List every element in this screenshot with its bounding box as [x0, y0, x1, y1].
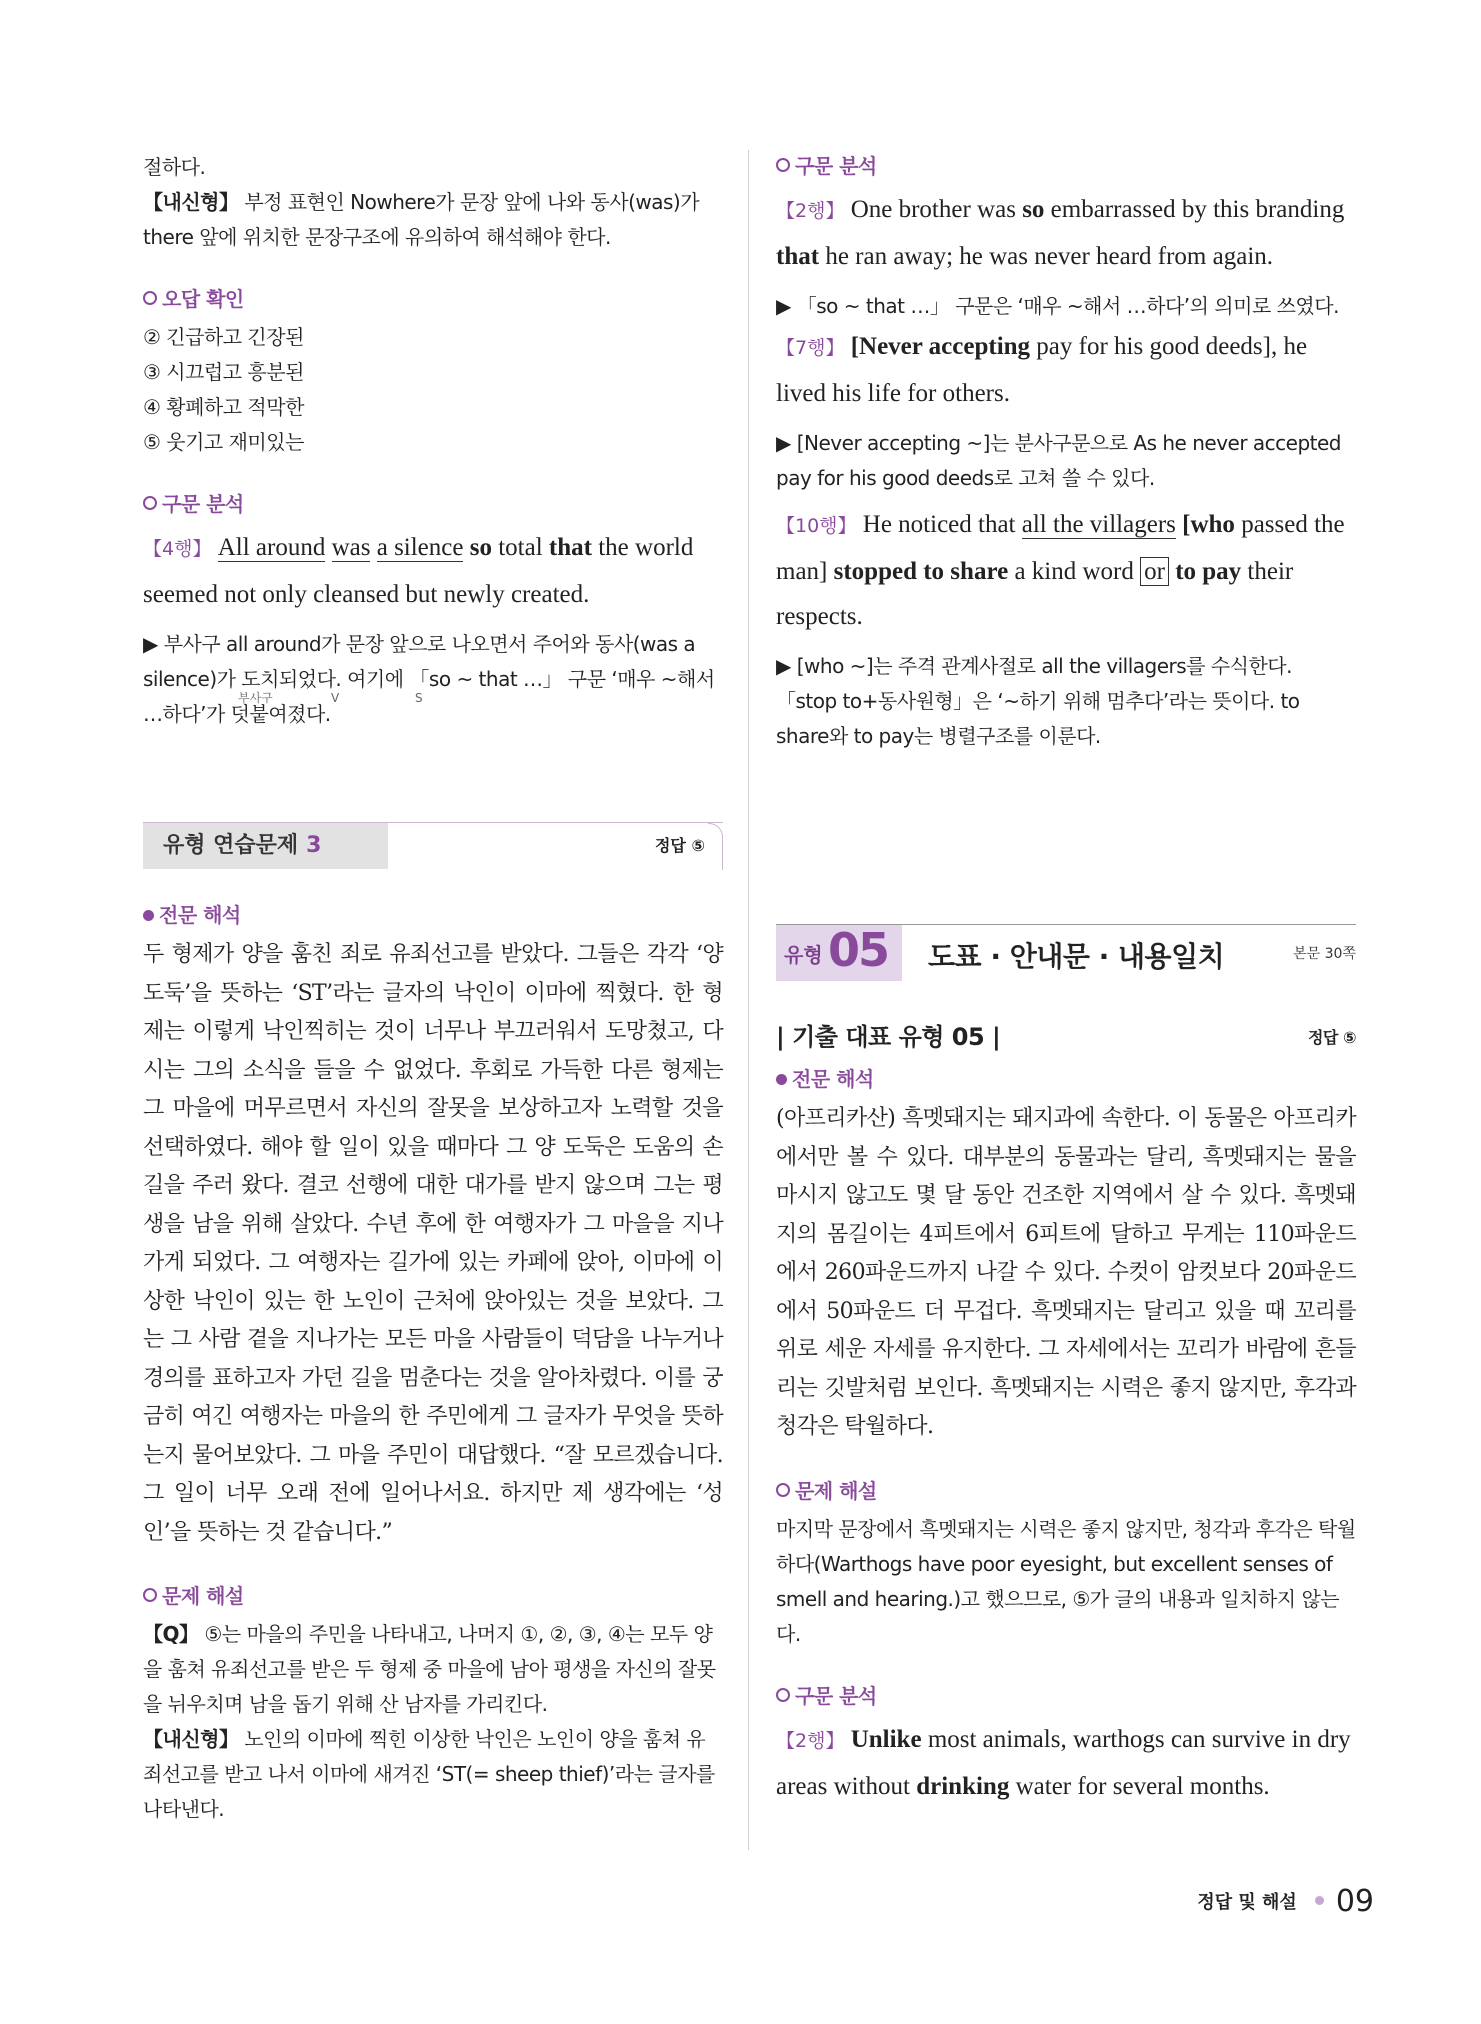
intro-text: 절하다. — [143, 155, 206, 179]
keyword: so — [469, 534, 492, 561]
column-divider — [748, 150, 749, 1850]
q-explanation: 【Q】 ⑤는 마을의 주민을 나타내고, 나머지 ①, ②, ③, ④는 모두 양을 훔쳐 유죄선고를 받은 두 형제 중 마을에 남아 평생을 자신의 잘못을 뉘우치며 남을 돕기 위해 산 남자를 가리킨다. — [143, 1622, 716, 1716]
practice-tab: 유형 연습문제 3 — [143, 823, 388, 869]
corner-decoration — [708, 823, 723, 870]
unit-tab — [776, 925, 902, 981]
problem-explanation-text: 마지막 문장에서 흑멧돼지는 시력은 좋지 않지만, 청각과 후각은 탁월하다(Warthogs have poor eyesight, but excellent senses of smell and hearing.)고 했으므로, ⑤가 글의 내용과 일치하지 않는다. — [776, 1516, 1356, 1646]
list-item: ⑤ 웃기고 재미있는 — [143, 430, 304, 454]
syntax-sentence: 【10행】 He noticed that all the villagers [who passed the man] stopped to share a kind word or to pay their respects. — [776, 511, 1345, 630]
circle-bullet-icon — [776, 1483, 790, 1497]
annotation: V — [331, 691, 340, 705]
syntax-sentence: 【2행】 One brother was so embarrassed by this branding that he ran away; he was never heard from again. — [776, 196, 1345, 270]
grammar-annotations — [143, 692, 723, 704]
full-translation-heading: 전문 해석 — [776, 1063, 1356, 1092]
line-number: 【2행】 — [776, 200, 845, 222]
syntax-sentence: 【2행】 Unlike most animals, warthogs can survive in dry areas without drinking water for several months. — [776, 1725, 1351, 1800]
syntax-heading: 구문 분석 — [776, 1680, 1356, 1709]
circle-bullet-icon — [776, 1688, 790, 1702]
phrase: total — [498, 534, 543, 561]
line-number: 【2행】 — [776, 1729, 845, 1752]
problem-explanation-heading: 문제 해설 — [143, 1580, 723, 1609]
footer-label: 정답 및 해설 — [1197, 1892, 1297, 1913]
left-column — [143, 150, 723, 1827]
annotation: S — [415, 691, 423, 705]
line-number: 【4행】 — [143, 538, 212, 560]
syntax-note: ▶ 「so ~ that …」 구문은 ‘매우 ~해서 …하다’의 의미로 쓰였다. — [776, 294, 1339, 318]
list-item: ② 긴급하고 긴장된 — [143, 325, 304, 349]
circle-bullet-icon — [143, 291, 157, 305]
syntax-heading: 구문 분석 — [143, 488, 723, 517]
full-translation-heading: 전문 해석 — [143, 899, 723, 928]
problem-explanation-heading: 문제 해설 — [776, 1475, 1356, 1504]
wrong-answer-heading: 오답 확인 — [143, 283, 723, 312]
unit-header — [776, 924, 1356, 981]
circle-bullet-icon — [143, 1588, 157, 1602]
page-footer — [1197, 1884, 1374, 1919]
practice-answer: 정답 ⑤ — [654, 836, 705, 855]
annotation: 부사구 — [238, 691, 273, 705]
dot-icon — [1315, 1896, 1324, 1905]
unit-title: 도표 · 안내문 · 내용일치 — [928, 940, 1225, 973]
full-translation-text: (아프리카산) 흑멧돼지는 돼지과에 속한다. 이 동물은 아프리카에서만 볼 수 있다. 대부분의 동물과는 달리, 흑멧돼지는 물을 마시지 않고도 몇 달 동안 건조한 지역에서 살 수 있다. 흑멧돼지의 몸길이는 4피트에서 6피트에 달하고 무게는 110파운드에서 260파운드까지 나갈 수 있다. 수컷이 암컷보다 20파운드에서 50파운드 더 무겁다. 흑멧돼지는 달리고 있을 때 꼬리를 위로 세운 자세를 유지한다. 그 자세에서는 꼬리가 바람에 흔들리는 깃발처럼 보인다. 흑멧돼지는 시력은 좋지 않지만, 후각과 청각은 탁월하다. — [776, 1106, 1356, 1439]
filled-bullet-icon — [143, 910, 154, 921]
phrase: was — [331, 534, 371, 561]
syntax-sentence — [143, 525, 723, 617]
rep-answer: 정답 ⑤ — [1307, 1028, 1356, 1047]
unit-label: 유형 — [784, 943, 823, 967]
unit-page-ref: 본문 30쪽 — [1293, 946, 1356, 962]
unit-number: 05 — [828, 923, 889, 977]
representative-type-heading — [776, 1017, 1356, 1053]
practice-section-bar — [143, 822, 723, 869]
line-number: 【7행】 — [776, 337, 845, 359]
full-translation-text: 두 형제가 양을 훔친 죄로 유죄선고를 받았다. 그들은 각각 ‘양 도둑’을 뜻하는 ‘ST’라는 글자의 낙인이 이마에 찍혔다. 한 형제는 이렇게 낙인찍히는 것이 너무나 부끄러워서 도망쳤고, 다시는 그의 소식을 들을 수 없었다. 후회로 가득한 다른 형제는 그 마을에 머무르면서 자신의 잘못을 보상하고자 노력할 것을 선택하였다. 해야 할 일이 있을 때마다 그 양 도둑은 도움의 손길을 주러 왔다. 결코 선행에 대한 대가를 받지 않으며 그는 평생을 남을 위해 살았다. 수년 후에 한 여행자가 그 마을을 지나가게 되었다. 그 여행자는 길가에 있는 카페에 앉아, 이마에 이상한 낙인이 있는 한 노인이 근처에 앉아있는 것을 보았다. 그는 그 사람 곁을 지나가는 모든 마을 사람들이 덕담을 나누거나 경의를 표하고자 가던 길을 멈춘다는 것을 알아차렸다. 이를 궁금히 여긴 여행자는 마을의 한 주민에게 그 글자가 무엇을 뜻하는지 물어보았다. 그 마을 주민이 대답했다. “잘 모르겠습니다. 그 일이 너무 오래 전에 일어나서요. 하지만 제 생각에는 ‘성인’을 뜻하는 것 같습니다.” — [143, 942, 723, 1545]
filled-bullet-icon — [776, 1074, 787, 1085]
syntax-note: ▶ [who ~]는 주격 관계사절로 all the villagers를 수식한다. 「stop to+동사원형」은 ‘~하기 위해 멈추다’라는 뜻이다. to share와 to pay는 병렬구조를 이룬다. — [776, 654, 1300, 748]
line-number: 【10행】 — [776, 515, 857, 537]
tip-note — [143, 185, 723, 255]
tip-text: 부정 표현인 Nowhere가 문장 앞에 나와 동사(was)가 there 앞에 위치한 문장구조에 유의하여 해석해야 한다. — [143, 190, 700, 249]
syntax-sentence: 【7행】 [Never accepting pay for his good deeds], he lived his life for others. — [776, 333, 1308, 407]
rep-title: | 기출 대표 유형 05 | — [776, 1023, 1001, 1051]
right-column — [776, 150, 1356, 1809]
list-item: ③ 시끄럽고 흥분된 — [143, 360, 304, 384]
list-item: ④ 황폐하고 적막한 — [143, 395, 304, 419]
phrase: a silence — [376, 534, 464, 561]
phrase: All around — [217, 534, 326, 561]
circle-bullet-icon — [776, 158, 790, 172]
circle-bullet-icon — [143, 496, 157, 510]
syntax-note: ▶ [Never accepting ~]는 분사구문으로 As he never accepted pay for his good deeds로 고쳐 쓸 수 있다. — [776, 431, 1342, 490]
phrase: the world seemed not only cleansed but newly created. — [143, 534, 694, 608]
tip-label: 【내신형】 — [143, 190, 239, 214]
page-number: 09 — [1335, 1884, 1374, 1919]
syntax-heading: 구문 분석 — [776, 150, 1356, 179]
wrong-answer-list — [143, 320, 723, 460]
keyword: that — [548, 534, 592, 561]
syntax-note: ▶ 부사구 all around가 문장 앞으로 나오면서 주어와 동사(was a silence)가 도치되었다. 여기에 「so ~ that …」 구문 ‘매우 ~해서 …하다’가 덧붙여졌다. — [143, 632, 715, 726]
tip-note-2: 【내신형】 노인의 이마에 찍힌 이상한 낙인은 노인이 양을 훔쳐 유죄선고를 받고 나서 이마에 새겨진 ‘ST(= sheep thief)’라는 글자를 나타낸다. — [143, 1727, 715, 1821]
